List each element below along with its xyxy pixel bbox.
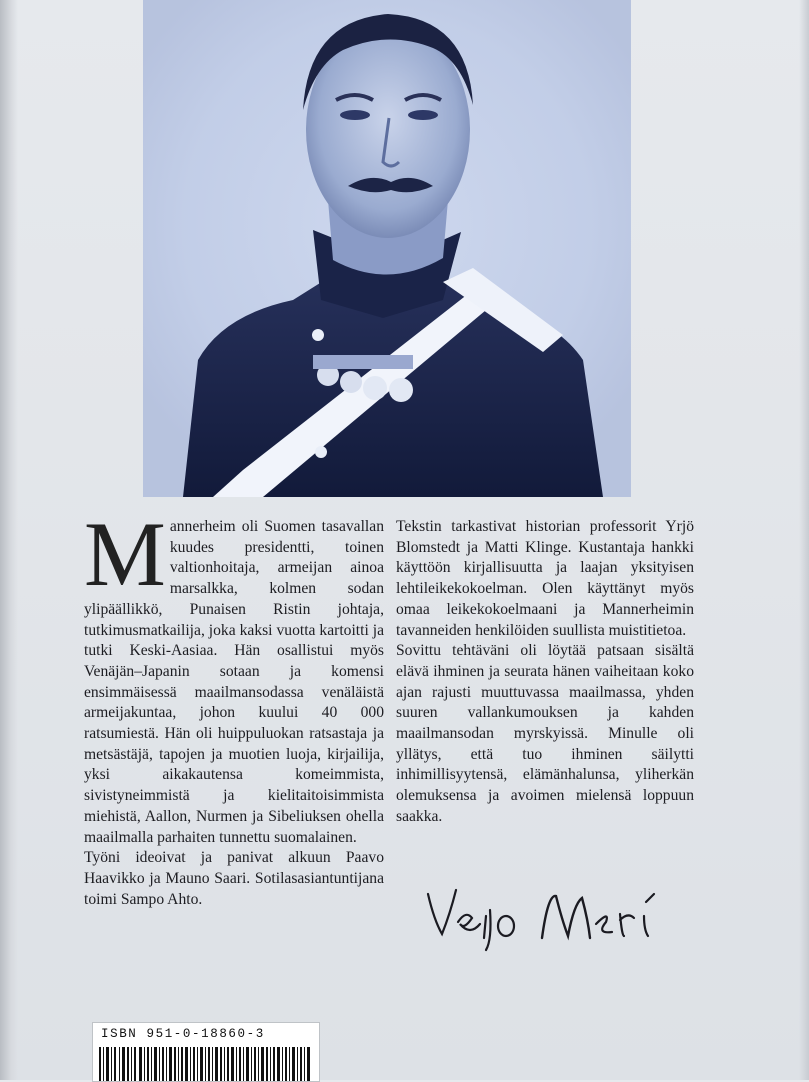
- left-text-column: [84, 503, 384, 910]
- portrait-illustration: [143, 0, 631, 497]
- barcode-bars: [99, 1047, 313, 1081]
- intro-paragraph-text: annerheim oli Suomen tasavallan kuudes presidentti, toinen valtionhoitaja, armeijan ainoa marsalkka, kolmen sodan ylipäällikkö, Punaisen Ristin johtaja, tutkimusmatkailija, joka kaksi vuotta kartoitti ja tutki Keski-Aasiaa. Hän osallistui myös Venäjän–Japanin sotaan ja komensi ensimmäisessä maailmansodassa venäläistä armeijakuntaa, johon kuului 40 000 ratsumiestä. Hän oli huippuluokan ratsastaja ja metsästäjä, tapojen ja muotien luoja, kirjailija, yksi aikakautensa komeimmista, sivistyneimmistä ja kielitaitoisimmista miehistä, Aallon, Nurmen ja Sibeliuksen ohella maailmalla parhaiten tunnettu suomalainen.: [84, 518, 384, 846]
- isbn-barcode: [92, 1022, 320, 1082]
- portrait-photo: [143, 0, 631, 497]
- review-paragraph: Tekstin tarkastivat historian professorit Yrjö Blomstedt ja Matti Klinge. Kustantaja hankki käyttöön kirjallisuutta ja laajan yksityisen lehtileikekokoelman. Olen käyttänyt myös omaa leikekokoelmaani ja Mannerheimin tavanneiden henkilöiden suullista muistitietoa.: [396, 518, 694, 639]
- task-paragraph: Sovittu tehtäväni oli löytää patsaan sisältä elävä ihminen ja seurata hänen vaiheitaan koko ajan rajusti muuttuvassa maailmassa, yhden suuren vallankumouksen ja kahden maailmansodan myrskyissä. Minulle oli yllätys, että tuo ihminen säilytti inhimillisyytensä, elämänhalunsa, yliherkän olemuksensa ja avoimen mielensä loppuun saakka.: [396, 642, 694, 825]
- credits-paragraph: Työni ideoivat ja panivat alkuun Paavo Haavikko ja Mauno Saari. Sotilasasiantuntijana toimi Sampo Ahto.: [84, 849, 384, 908]
- page-shadow: [799, 0, 809, 1080]
- isbn-number: ISBN 951-0-18860-3: [101, 1027, 265, 1041]
- right-text-column: [396, 517, 694, 828]
- intro-paragraph: [84, 503, 384, 848]
- author-signature: [420, 880, 670, 952]
- drop-cap-letter: M: [84, 503, 166, 605]
- page-edge: [0, 0, 18, 1080]
